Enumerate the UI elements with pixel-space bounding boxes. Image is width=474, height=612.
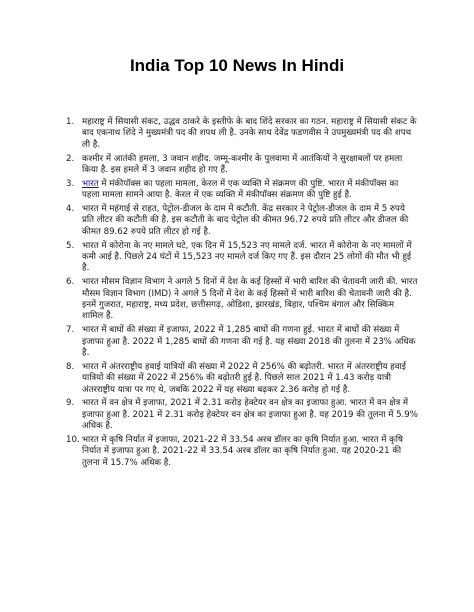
list-item <box>66 398 418 432</box>
list-item <box>66 241 418 275</box>
item-text: भारत में कोरोना के नए मामले घटे, एक दिन में 15,523 नए मामले दर्ज. भारत में कोरोना के नए मामलों में कमी आई है. पिछले 24 घंटों में 15,523 नए मामले दर्ज किए गए हैं. इस दौरान 25 लोगों की मौत भी हुई है. <box>82 240 412 274</box>
item-text: भारत मौसम विज्ञान विभाग ने अगले 5 दिनों में देश के कई हिस्सों में भारी बारिश की चेतावनी जारी की. भारत मौसम विज्ञान विभाग (IMD) ने अगले 5 दिनों में देश के कई हिस्सों में भारी बारिश की चेतावनी जारी की है. इनमें गुजरात, महाराष्ट्र, मध्य प्रदेश, छत्तीसगढ़, ओडिशा, झारखंड, बिहार, पश्चिम बंगाल और सिक्किम शामिल हैं. <box>82 277 418 322</box>
item-number: 5. <box>66 240 75 251</box>
list-item <box>66 154 418 177</box>
item-text: भारत में बाघों की संख्या में इजाफा, 2022 में 1,285 बाघों की गणना हुई. भारत में बाघों की संख्या में इजाफा हुआ है. 2022 में 1,285 बाघों की गणना की गई है. यह संख्या 2018 की तुलना में 23% अधिक है. <box>82 325 416 359</box>
india-link[interactable]: भारत <box>82 178 99 189</box>
item-text: भारत में महंगाई से राहत, पेट्रोल-डीजल के दाम में कटौती. केंद्र सरकार ने पेट्रोल-डीजल के दाम में 5 रुपये प्रति लीटर की कटौती की है. इस कटौती के बाद पेट्रोल की कीमत 96.72 रुपये प्रति लीटर और डीजल की कीमत 89.62 रुपये प्रति लीटर हो गई है. <box>82 204 409 237</box>
item-number: 10. <box>66 435 80 446</box>
item-number: 9. <box>66 398 75 409</box>
item-number: 1. <box>66 117 75 127</box>
item-number: 8. <box>66 361 75 372</box>
item-text: कश्मीर में आतंकी हमला, 3 जवान शहीद. जम्मू-कश्मीर के पुलवामा में आतंकियों ने सुरक्षाबलों पर हमला किया है. इस हमले में 3 जवान शहीद हो गए हैं. <box>82 153 403 176</box>
item-text: भारत में अंतरराष्ट्रीय हवाई यात्रियों की संख्या में 2022 में 256% की बढ़ोतरी. भारत में अंतरराष्ट्रीय हवाई यात्रियों की संख्या में 2022 में 256% की बढ़ोतरी हुई है. पिछले साल 2021 में 1.43 करोड़ यात्री अंतरराष्ट्रीय यात्रा पर गए थे, जबकि 2022 में यह संख्या बढ़कर 2.36 करोड़ हो गई है. <box>82 361 406 395</box>
list-item <box>66 325 418 359</box>
list-item <box>66 204 418 238</box>
item-text: भारत में वन क्षेत्र में इजाफा, 2021 में 2.31 करोड़ हेक्टेयर वन क्षेत्र का इजाफा हुआ. भारत में वन क्षेत्र में इजाफा हुआ है. 2021 में 2.31 करोड़ हेक्टेयर वन क्षेत्र का इजाफा हुआ है. यह 2019 की तुलना में 5.9% अधिक है. <box>82 398 418 432</box>
item-text: में मंकीपॉक्स का पहला मामला, केरल में एक व्यक्ति में संक्रमण की पुष्टि. भारत में मंकीपॉक्स का पहला मामला सामने आया है. केरल में एक व्यक्ति में मंकीपॉक्स संक्रमण की पुष्टि हुई है. <box>82 178 399 201</box>
list-item <box>66 117 418 151</box>
item-text: महाराष्ट्र में सियासी संकट, उद्धव ठाकरे के इस्तीफे के बाद शिंदे सरकार का गठन. महाराष्ट्र में सियासी संकट के बाद एकनाथ शिंदे ने मुख्यमंत्री पद की शपथ ली है. उनके साथ देवेंद्र फडणवीस ने उपमुख्यमंत्री पद की शपथ ली है. <box>82 117 417 150</box>
item-number: 4. <box>66 204 75 215</box>
item-number: 3. <box>66 178 75 189</box>
list-item <box>66 435 418 469</box>
item-number: 7. <box>66 325 75 336</box>
page-title: India Top 10 News In Hindi <box>129 56 345 75</box>
list-item <box>66 277 418 323</box>
news-list <box>66 117 418 472</box>
item-text: भारत में कृषि निर्यात में इजाफा, 2021-22 में 33.54 अरब डॉलर का कृषि निर्यात हुआ. भारत में कृषि निर्यात में इजाफा हुआ है. 2021-22 में 33.54 अरब डॉलर का कृषि निर्यात हुआ. यह 2020-21 की तुलना में 15.7% अधिक है. <box>82 435 403 468</box>
list-item <box>66 179 418 202</box>
list-item <box>66 362 418 396</box>
item-number: 6. <box>66 277 75 288</box>
item-number: 2. <box>66 153 75 164</box>
item-text-wrapper <box>82 179 418 202</box>
